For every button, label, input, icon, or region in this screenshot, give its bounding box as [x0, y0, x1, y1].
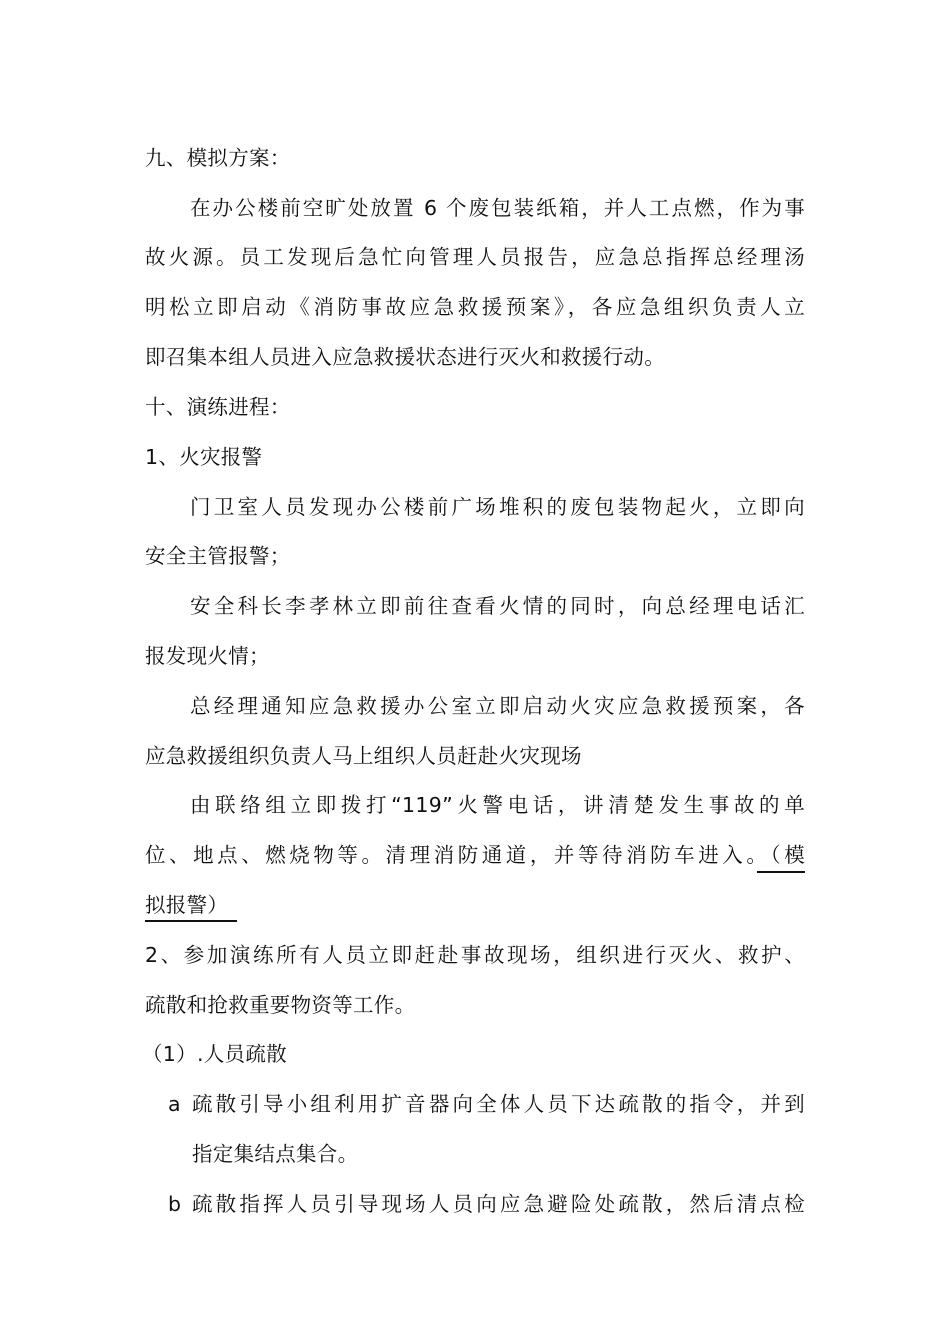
paragraph-line: 疏散和抢救重要物资等工作。	[145, 993, 416, 1017]
paragraph-line: 故火源。员工发现后急忙向管理人员报告，应急总指挥总经理汤	[145, 245, 805, 269]
subsection-heading-personnel-evacuation: （1）.人员疏散	[142, 1042, 287, 1066]
list-marker-a: a	[168, 1092, 181, 1116]
list-item-text: 疏散指挥人员引导现场人员向应急避险处疏散，然后清点检	[192, 1192, 805, 1216]
section-heading-drill-process: 十、演练进程：	[145, 395, 291, 419]
paragraph-line: 安全科长李孝林立即前往查看火情的同时，向总经理电话汇	[190, 594, 805, 618]
paragraph-line: 拟报警）	[145, 893, 229, 917]
paragraph-line: 由联络组立即拨打“119”火警电话，讲清楚发生事故的单	[190, 793, 805, 817]
section-heading-simulation-plan: 九、模拟方案：	[145, 146, 291, 170]
paragraph-line: 即召集本组人员进入应急救援状态进行灭火和救援行动。	[145, 345, 665, 369]
underline-mark	[757, 871, 805, 873]
subsection-heading-fire-alarm: 1、火灾报警	[145, 445, 263, 469]
underline-mark	[145, 920, 237, 922]
paragraph-line: 位、地点、燃烧物等。清理消防通道，并等待消防车进入。（模	[145, 843, 805, 867]
paragraph-line: 安全主管报警；	[145, 544, 291, 568]
paragraph-line: 总经理通知应急救援办公室立即启动火灾应急救援预案，各	[190, 694, 805, 718]
list-item-text: 疏散引导小组利用扩音器向全体人员下达疏散的指令，并到	[192, 1092, 805, 1116]
paragraph-line: 在办公楼前空旷处放置 6 个废包装纸箱，并人工点燃，作为事	[190, 196, 805, 220]
subsection-heading-evacuation-drill: 2、参加演练所有人员立即赶赴事故现场，组织进行灭火、救护、	[145, 943, 805, 967]
list-marker-b: b	[168, 1192, 182, 1216]
list-item-text: 指定集结点集合。	[192, 1142, 359, 1166]
paragraph-line: 明松立即启动《消防事故应急救援预案》，各应急组织负责人立	[145, 295, 805, 319]
paragraph-line: 门卫室人员发现办公楼前广场堆积的废包装物起火，立即向	[190, 495, 805, 519]
paragraph-line: 报发现火情；	[145, 644, 270, 668]
paragraph-line: 应急救援组织负责人马上组织人员赶赴火灾现场	[145, 744, 582, 768]
